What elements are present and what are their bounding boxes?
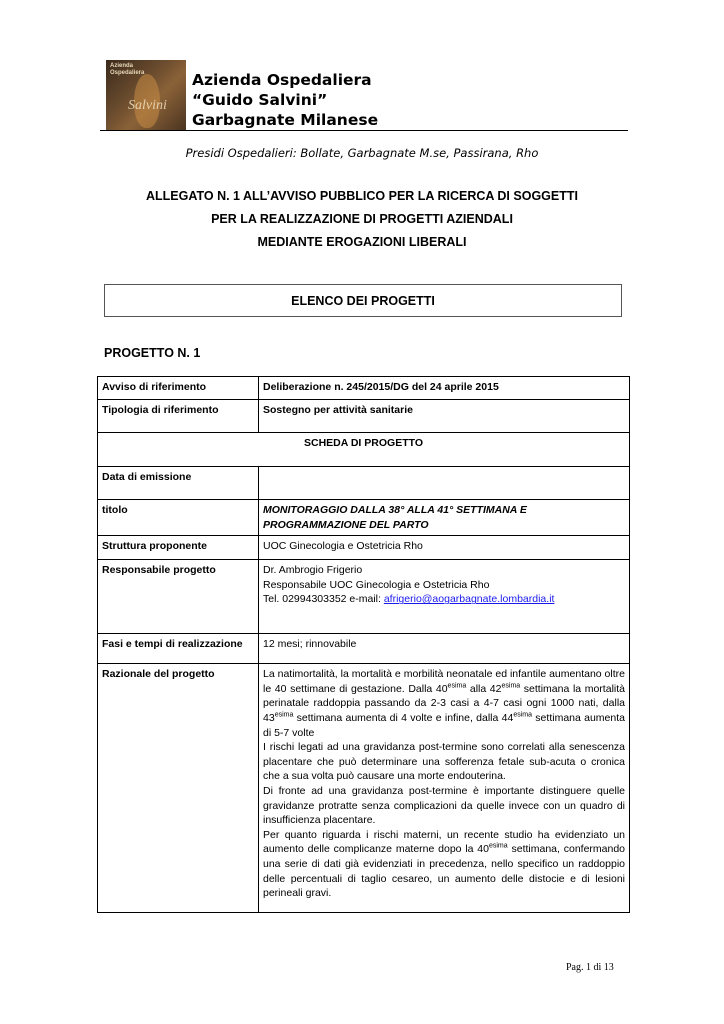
org-line-1: Azienda Ospedaliera	[192, 71, 372, 89]
allegato-line-2: PER LA REALIZZAZIONE DI PROGETTI AZIENDALI	[211, 212, 513, 226]
responsabile-role: Responsabile UOC Ginecologia e Ostetricia Rho	[263, 578, 490, 591]
razionale-value	[259, 664, 630, 913]
row-avviso	[98, 377, 630, 400]
row-tipologia	[98, 400, 630, 433]
logo-text	[110, 63, 144, 77]
struttura-value: UOC Ginecologia e Ostetricia Rho	[259, 536, 630, 560]
razionale-paragraph-2: I rischi legati ad una gravidanza post-termine sono correlati alla senescenza placentare che può determinare una sofferenza fetale sub-acuta o cronica che a sua volta può causare una morte endouterina.	[263, 741, 625, 783]
progetto-heading: PROGETTO N. 1	[104, 346, 201, 360]
logo-text-line-2: Ospedaliera	[110, 70, 145, 76]
titolo-label: titolo	[98, 500, 259, 536]
tipologia-value: Sostegno per attività sanitarie	[259, 400, 630, 433]
avviso-value: Deliberazione n. 245/2015/DG del 24 aprile 2015	[259, 377, 630, 400]
superscript: esima	[501, 682, 521, 690]
hospital-logo	[106, 60, 186, 131]
row-data-emissione	[98, 467, 630, 500]
row-razionale	[98, 664, 630, 913]
razionale-text: settimana aumenta di 5-7 volte	[263, 711, 625, 739]
elenco-progetti-box	[104, 284, 622, 317]
titolo-value: MONITORAGGIO DALLA 38° ALLA 41° SETTIMANA E PROGRAMMAZIONE DEL PARTO	[259, 500, 630, 536]
responsabile-contact	[263, 592, 625, 607]
struttura-label: Struttura proponente	[98, 536, 259, 560]
org-line-2: “Guido Salvini”	[192, 91, 328, 109]
razionale-paragraph-4	[263, 828, 625, 901]
row-struttura	[98, 536, 630, 560]
row-responsabile	[98, 560, 630, 634]
scheda-title: SCHEDA DI PROGETTO	[98, 433, 630, 467]
row-scheda-title	[98, 433, 630, 467]
superscript: esima	[447, 682, 467, 690]
razionale-label: Razionale del progetto	[98, 664, 259, 913]
responsabile-tel: Tel. 02994303352 e-mail:	[263, 593, 384, 606]
responsabile-label: Responsabile progetto	[98, 560, 259, 634]
logo-text-line-1: Azienda	[110, 63, 134, 69]
razionale-text: settimana la mortalità perinatale raddoppia passando da 2-3 casi a 4-7 casi ogni 1000 nati, dalla 43	[263, 682, 625, 724]
elenco-title: ELENCO DEI PROGETTI	[291, 293, 435, 308]
responsabile-value	[259, 560, 630, 634]
razionale-text: Per quanto riguarda i rischi materni, un recente studio ha evidenziato un aumento delle complicanze materne dopo la 40	[263, 828, 625, 856]
superscript: esima	[488, 842, 508, 850]
row-fasi	[98, 634, 630, 664]
razionale-text: settimana, confermando una serie di dati già evidenziati in precedenza, nello specifico un raddoppio delle percentuali di taglio cesareo, un aumento delle distocie e di lesioni perineali gravi.	[263, 843, 626, 900]
presidi-subtitle: Presidi Ospedalieri: Bollate, Garbagnate M.se, Passirana, Rho	[185, 146, 539, 160]
allegato-line-3: MEDIANTE EROGAZIONI LIBERALI	[257, 235, 467, 249]
email-link[interactable]: afrigerio@aogarbagnate.lombardia.it	[383, 593, 555, 606]
responsabile-name: Dr. Ambrogio Frigerio	[263, 564, 363, 577]
scheda-table	[97, 376, 630, 913]
allegato-line-1: ALLEGATO N. 1 ALL’AVVISO PUBBLICO PER LA RICERCA DI SOGGETTI	[146, 189, 578, 203]
org-line-3: Garbagnate Milanese	[192, 111, 379, 129]
page-number: Pag. 1 di 13	[566, 962, 614, 973]
superscript: esima	[274, 711, 294, 719]
razionale-text: alla 42	[466, 682, 502, 695]
razionale-paragraph-1	[263, 667, 625, 740]
superscript: esima	[513, 711, 533, 719]
razionale-paragraph-3: Di fronte ad una gravidanza post-termine è importante distinguere quelle gravidanze protratte senza complicazioni da quelle invece con un quadro di insufficienza placentare.	[263, 784, 625, 827]
razionale-text: settimana aumenta di 4 volte e infine, dalla 44	[293, 711, 514, 724]
row-titolo	[98, 500, 630, 536]
fasi-value: 12 mesi; rinnovabile	[259, 634, 630, 664]
data-emissione-label: Data di emissione	[98, 467, 259, 500]
header-divider	[100, 130, 628, 131]
fasi-label: Fasi e tempi di realizzazione	[98, 634, 259, 664]
data-emissione-value	[259, 467, 630, 500]
allegato-title	[0, 185, 724, 254]
tipologia-label: Tipologia di riferimento	[98, 400, 259, 433]
organization-name	[192, 70, 378, 130]
avviso-label: Avviso di riferimento	[98, 377, 259, 400]
logo-signature: Salvini	[128, 98, 167, 113]
razionale-text: La natimortalità, la mortalità e morbilità neonatale ed infantile aumentano oltre le 40 settimane di gestazione. Dalla 40	[263, 668, 625, 695]
